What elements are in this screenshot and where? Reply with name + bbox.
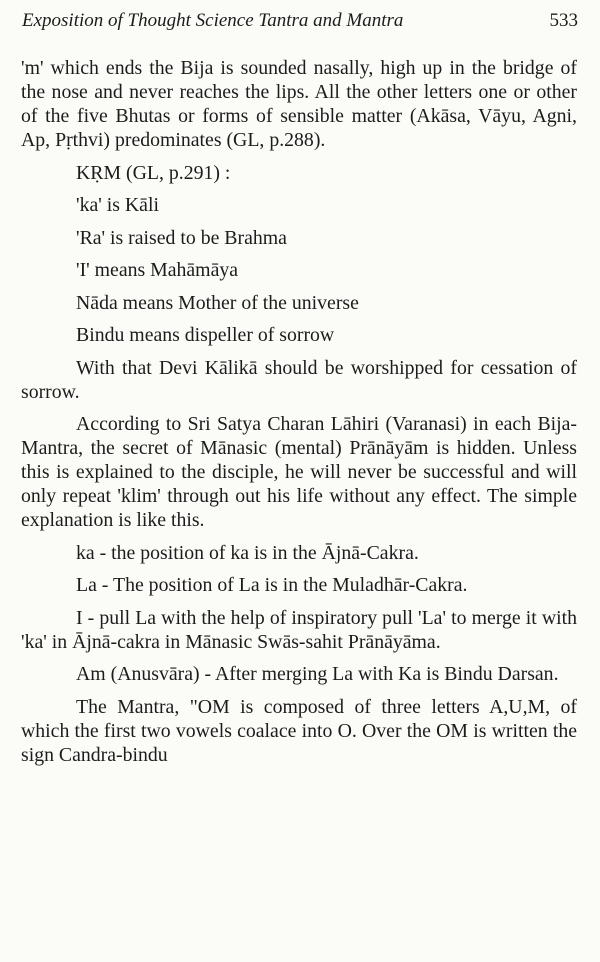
paragraph-bija-nasal: 'm' which ends the Bija is sounded nasally, high up in the bridge of the nose and never reaches the lips. All the other letters one or other of the five Bhutas or forms of sensible matter (Akāsa, Vāyu, Agni, Ap, Pṛthvi) predominates (GL, p.288). [21, 57, 577, 151]
list-item-i: 'I' means Mahāmāya [76, 259, 239, 281]
paragraph-pull-la: I - pull La with the help of inspiratory pull 'La' to merge it with 'ka' in Ājnā-cakra in Mānasic Swās-sahit Prānāyāma. [21, 606, 577, 653]
list-item-bindu: Bindu means dispeller of sorrow [76, 324, 335, 346]
heading-krm: KṚM (GL, p.291) : [76, 161, 231, 184]
list-item-ra: 'Ra' is raised to be Brahma [76, 226, 287, 249]
paragraph-om-mantra: The Mantra, "OM is composed of three letters A,U,M, of which the first two vowels coalace into O. Over the OM is written the sign Candra-bindu [21, 695, 577, 766]
list-item-ka: 'ka' is Kāli [76, 194, 159, 216]
running-title: Exposition of Thought Science Tantra and Mantra [22, 10, 404, 31]
paragraph-lahiri: According to Sri Satya Charan Lāhiri (Varanasi) in each Bija-Mantra, the secret of Mānasic (mental) Prānāyām is hidden. Unless this is explained to the disciple, he will never be successful and will only repeat 'klim' through out his life without any effect. The simple explanation is like this. [21, 413, 577, 531]
paragraph-anusvara: Am (Anusvāra) - After merging La with Ka is Bindu Darsan. [76, 663, 559, 685]
paragraph-ka-position: ka - the position of ka is in the Ājnā-Cakra. [76, 541, 419, 564]
page-body [21, 56, 577, 767]
list-item-nada: Nāda means Mother of the universe [76, 291, 359, 314]
paragraph-devi-kalika: With that Devi Kālikā should be worshipped for cessation of sorrow. [21, 356, 577, 403]
paragraph-la-position: La - The position of La is in the Muladhār-Cakra. [76, 574, 468, 596]
page-number: 533 [549, 10, 578, 31]
running-header [22, 8, 578, 34]
